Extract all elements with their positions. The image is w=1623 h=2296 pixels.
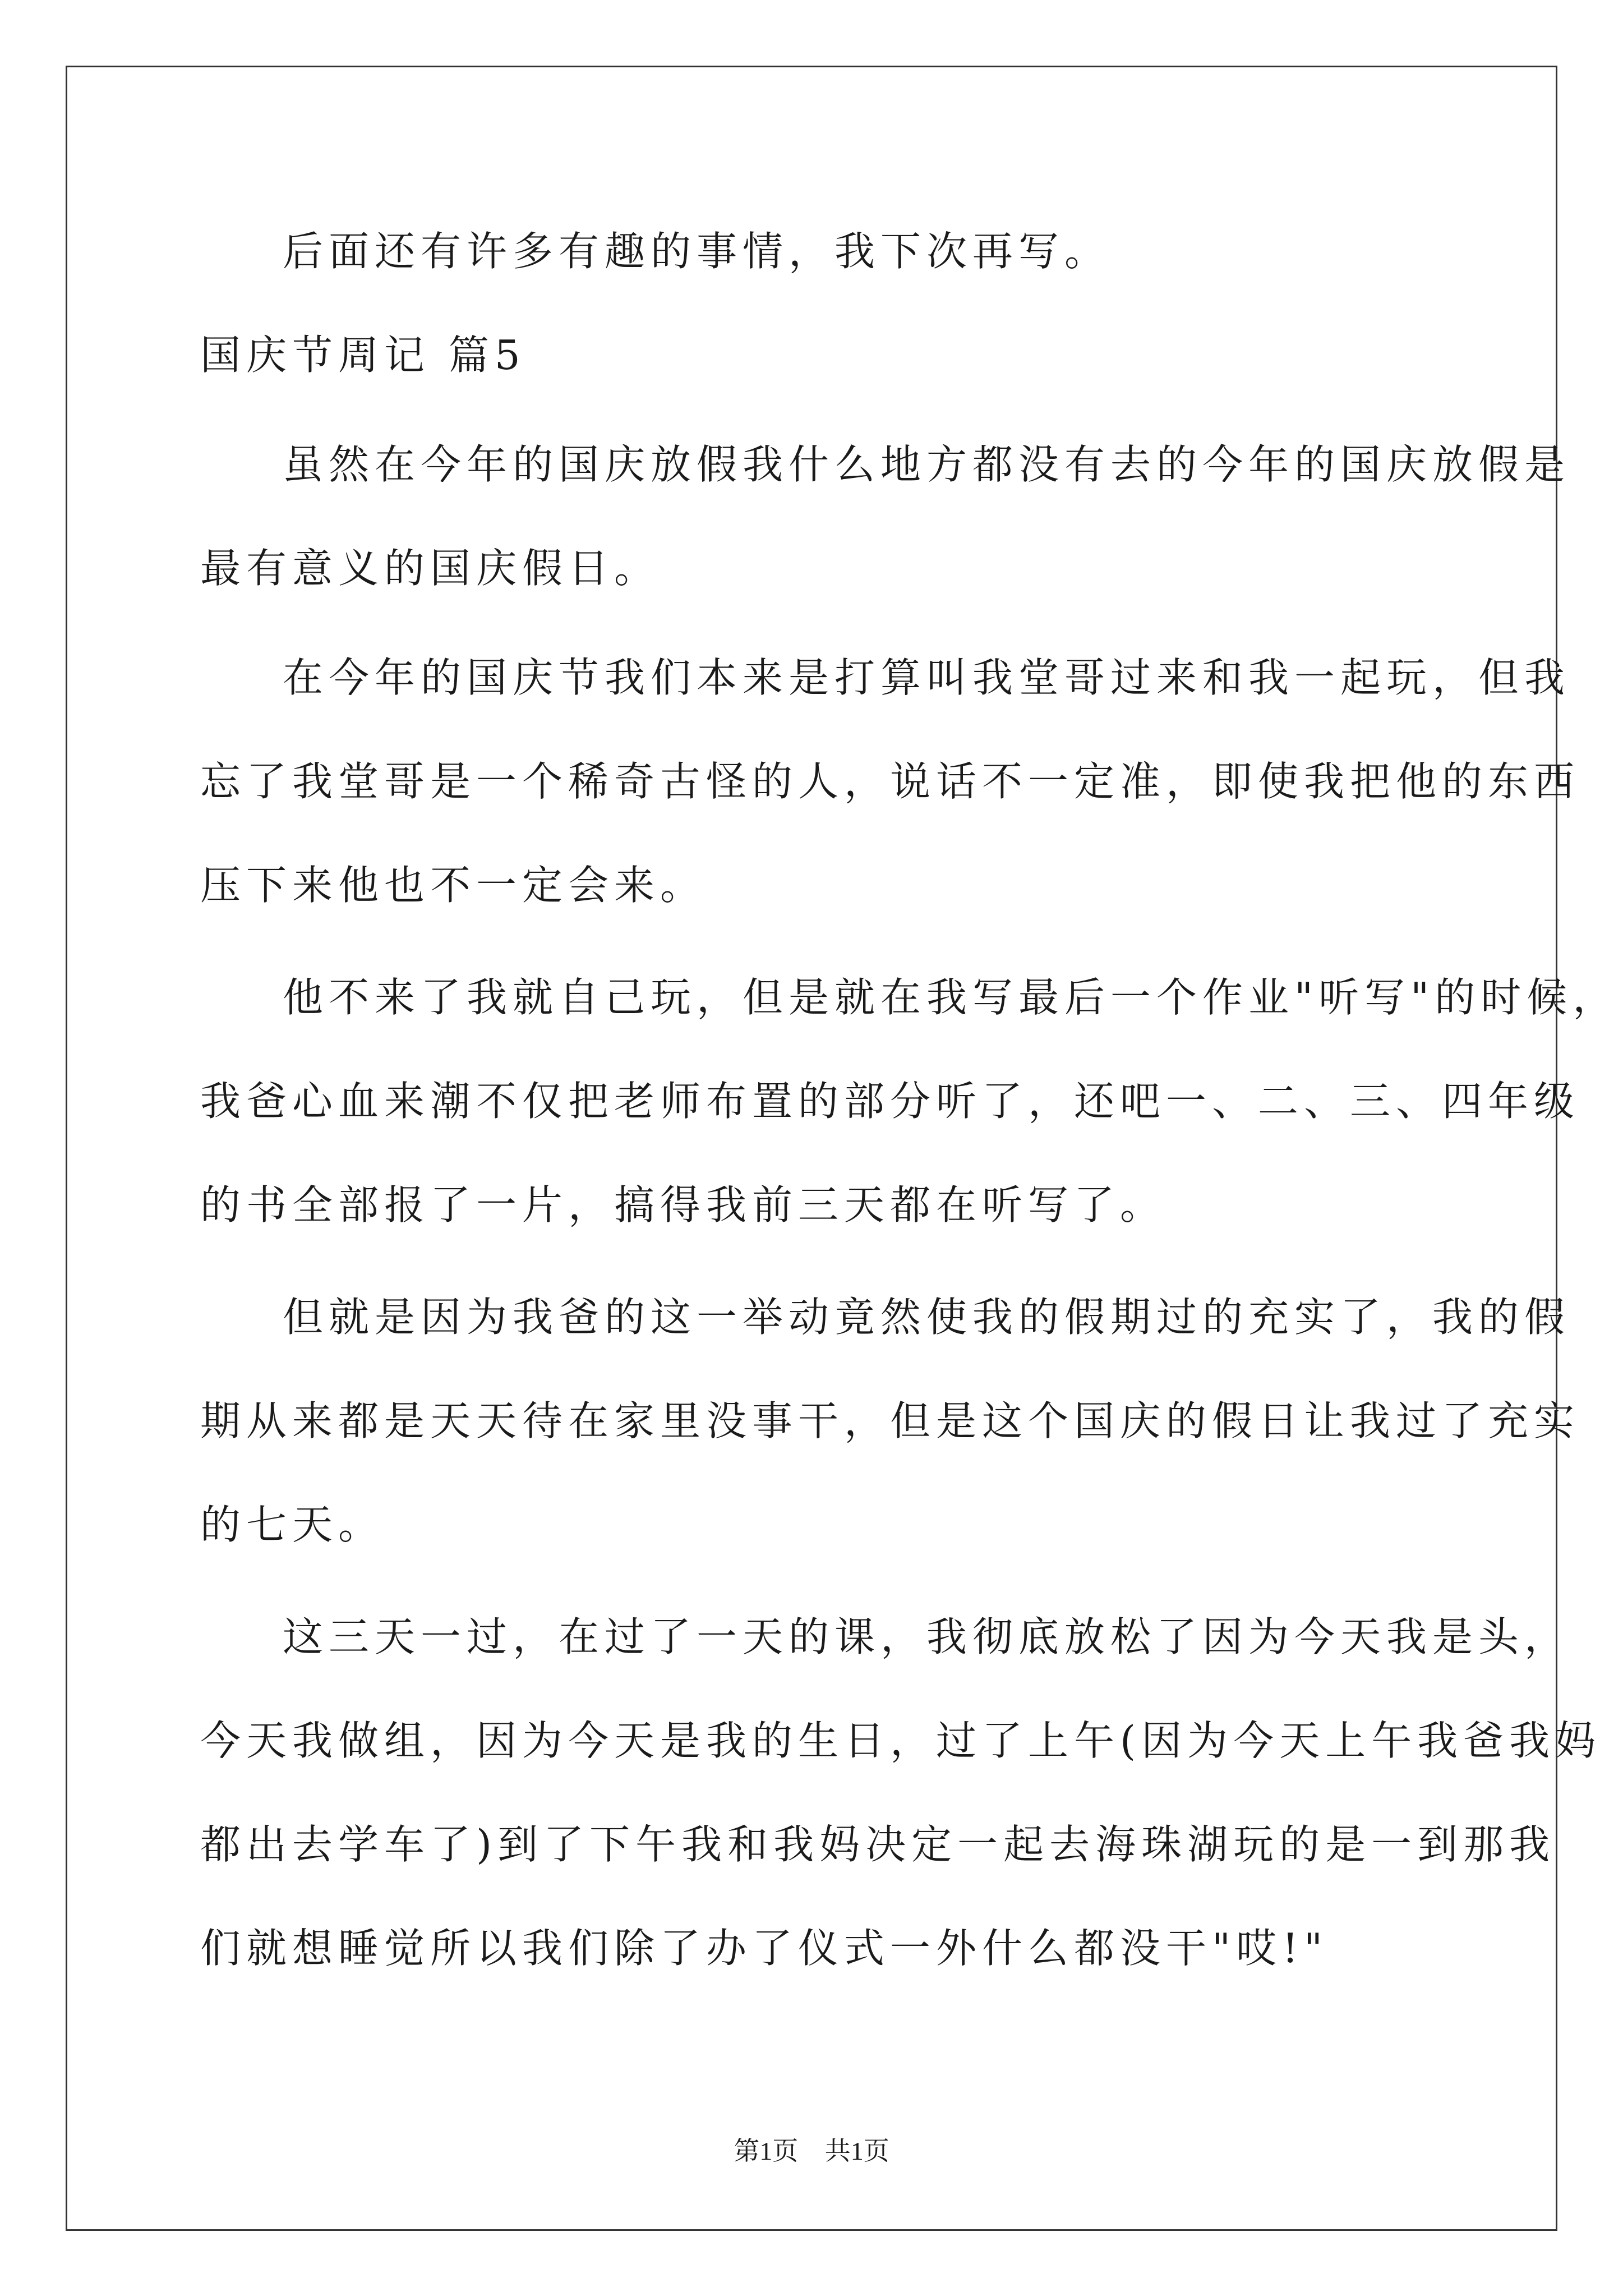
paragraph-line: 但就是因为我爸的这一举动竟然使我的假期过的充实了，我的假 [283, 1294, 1571, 1341]
paragraph-line: 我爸心血来潮不仅把老师布置的部分听了，还吧一、二、三、四年级 [200, 1078, 1580, 1125]
paragraph-line: 们就想睡觉所以我们除了办了仪式一外什么都没干"哎!" [200, 1925, 1329, 1972]
paragraph-line: 后面还有许多有趣的事情，我下次再写。 [283, 228, 1111, 275]
paragraph-line: 都出去学车了)到了下午我和我妈决定一起去海珠湖玩的是一到那我 [200, 1821, 1556, 1868]
total-pages: 共1页 [824, 2137, 889, 2165]
section-heading: 国庆节周记 篇5 [200, 332, 526, 379]
paragraph-line: 这三天一过，在过了一天的课，我彻底放松了因为今天我是头， [283, 1613, 1571, 1660]
page-footer [0, 2134, 1623, 2168]
paragraph-line: 在今年的国庆节我们本来是打算叫我堂哥过来和我一起玩，但我 [283, 654, 1571, 701]
paragraph-line: 期从来都是天天待在家里没事干，但是这个国庆的假日让我过了充实 [200, 1397, 1580, 1444]
paragraph-line: 的书全部报了一片，搞得我前三天都在听写了。 [200, 1181, 1166, 1228]
paragraph-line: 的七天。 [200, 1501, 385, 1548]
paragraph-line: 虽然在今年的国庆放假我什么地方都没有去的今年的国庆放假是 [283, 441, 1571, 488]
paragraph-line: 最有意义的国庆假日。 [200, 545, 661, 592]
paragraph-line: 他不来了我就自己玩，但是就在我写最后一个作业"听写"的时候， [283, 974, 1619, 1021]
paragraph-line: 压下来他也不一定会来。 [200, 862, 707, 909]
page-number: 第1页 [734, 2137, 799, 2165]
page-border [66, 66, 1557, 2231]
paragraph-line: 今天我做组，因为今天是我的生日，过了上午(因为今天上午我爸我妈 [200, 1717, 1602, 1764]
paragraph-line: 忘了我堂哥是一个稀奇古怪的人，说话不一定准，即使我把他的东西 [200, 758, 1580, 805]
